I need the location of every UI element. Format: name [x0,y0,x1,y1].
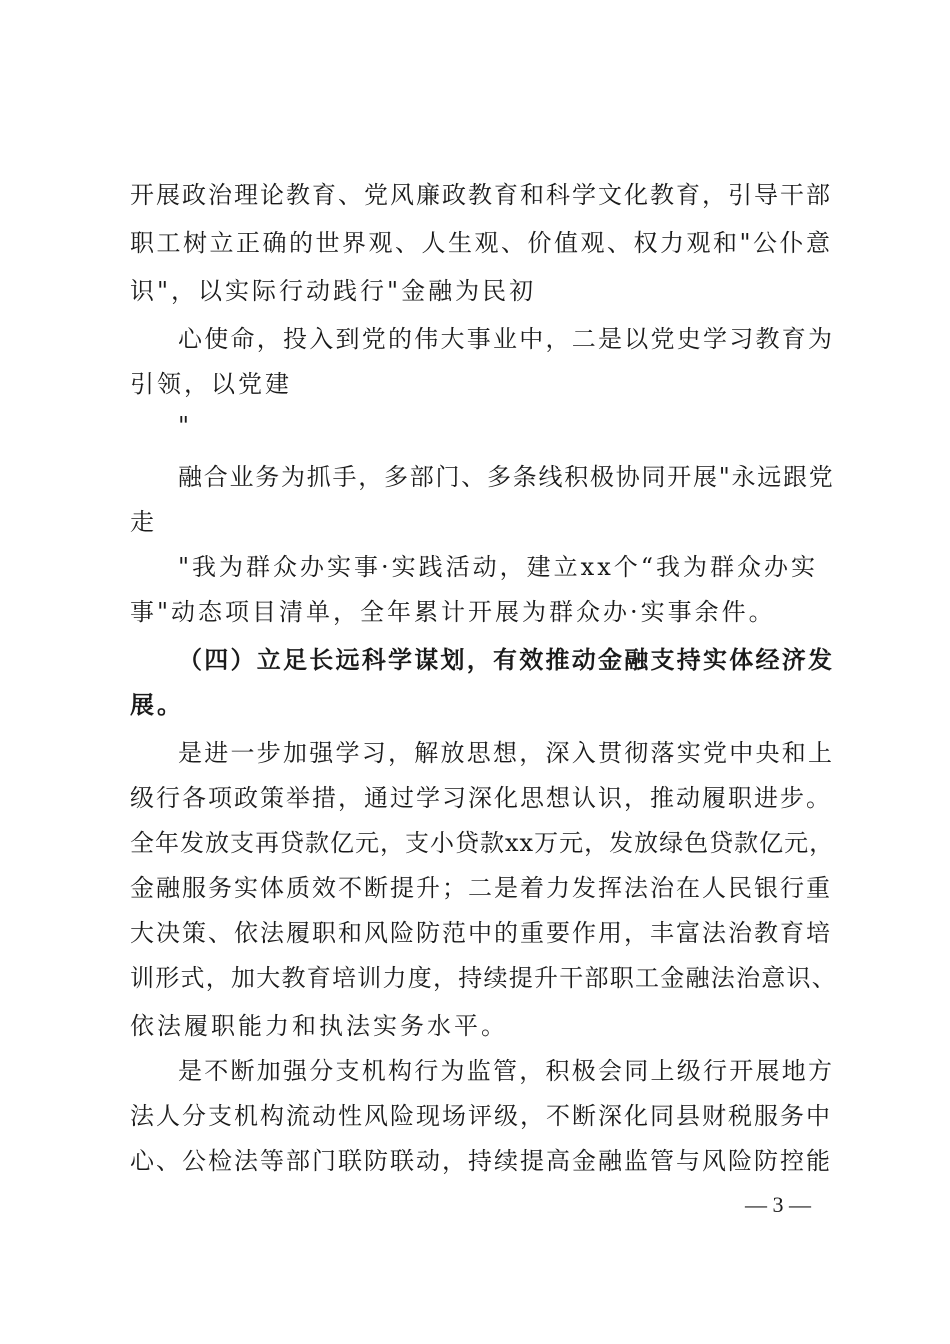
body-line: 级行各项政策举措，通过学习深化思想认识，推动履职进步。 [130,784,832,812]
body-line: 识"，以实际行动践行"金融为民初 [130,277,537,305]
page-number: — 3 — [745,1192,811,1217]
body-line: 大决策、依法履职和风险防范中的重要作用，丰富法治教育培 [130,919,832,947]
body-line: "我为群众办实事·实践活动，建立xx个“我为群众办实 [178,553,819,581]
section-heading: （四）立足长远科学谋划，有效推动金融支持实体经济发 [178,645,835,674]
section-heading: 展。 [130,690,184,719]
body-line: 训形式，加大教育培训力度，持续提升干部职工金融法治意识、 [130,964,837,992]
body-line: 依法履职能力和执法实务水平。 [130,1012,508,1040]
body-line: 金融服务实体质效不断提升；二是着力发挥法治在人民银行重 [130,874,832,902]
body-line: " [178,412,193,440]
body-line: 全年发放支再贷款亿元，支小贷款xx万元，发放绿色贷款亿元， [130,829,835,857]
body-line: 融合业务为抓手，多部门、多条线积极协同开展"永远跟党 [178,463,835,491]
body-line: 是进一步加强学习，解放思想，深入贯彻落实党中央和上 [178,739,835,767]
body-line: 心、公检法等部门联防联动，持续提高金融监管与风险防控能 [130,1147,832,1175]
body-line: 开展政治理论教育、党风廉政教育和科学文化教育，引导干部 [130,181,832,209]
body-line: 是不断加强分支机构行为监管，积极会同上级行开展地方 [178,1057,835,1085]
body-line: 走 [130,508,157,536]
body-line: 职工树立正确的世界观、人生观、价值观、权力观和"公仆意 [130,229,833,257]
body-line: 事"动态项目清单，全年累计开展为群众办·实事余件。 [130,598,776,626]
body-line: 引领，以党建 [130,370,292,398]
body-line: 法人分支机构流动性风险现场评级，不断深化同县财税服务中 [130,1102,832,1130]
body-line: 心使命，投入到党的伟大事业中，二是以党史学习教育为 [178,325,835,353]
